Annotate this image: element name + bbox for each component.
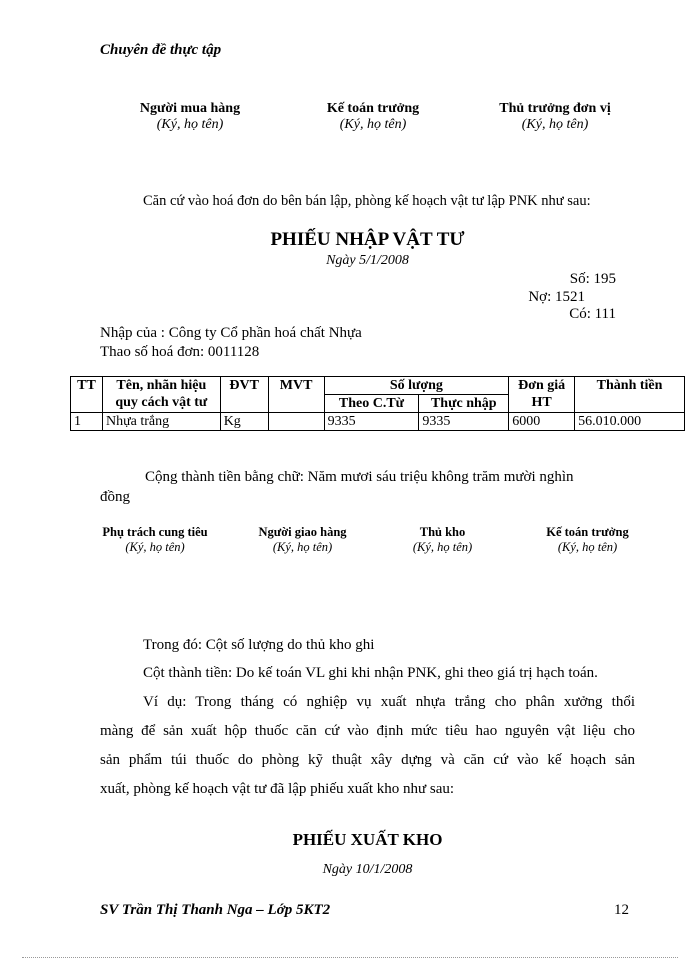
col-code: MVT: [268, 377, 324, 413]
signature-supply: [85, 525, 225, 555]
cell-tt: 1: [71, 413, 103, 431]
col-price: [509, 377, 575, 413]
signature-chief-accountant-2: [525, 525, 650, 555]
supplier: Nhập của : Công ty Cổ phần hoá chất Nhựa: [100, 325, 362, 341]
signature-storekeeper: [390, 525, 495, 555]
signature-note: (Ký, họ tên): [412, 540, 473, 554]
signature-note: (Ký, họ tên): [272, 540, 333, 554]
cell-code: [268, 413, 324, 431]
col-name-line1: Tên, nhãn hiệu: [116, 378, 207, 393]
signature-title: Phụ trách cung tiêu: [102, 525, 208, 539]
col-by-document: Theo C.Từ: [324, 395, 419, 413]
col-name: [102, 377, 220, 413]
receipt-number: Số: 195: [569, 271, 616, 287]
cell-unit: Kg: [220, 413, 268, 431]
example-line: Ví dụ: Trong tháng có nghiệp vụ xuất nhựa trắng cho phân xưởng thổi: [143, 694, 635, 710]
page-bottom-rule: [22, 957, 678, 958]
example-paragraph: [100, 688, 635, 804]
col-unit: ĐVT: [220, 377, 268, 413]
note-amount: Cột thành tiền: Do kế toán VL ghi khi nhận PNK, ghi theo giá trị hạch toán.: [143, 665, 598, 681]
header-title: Chuyên đề thực tập: [100, 42, 222, 58]
receipt-date: Ngày 5/1/2008: [326, 253, 409, 268]
col-name-line2: quy cách vật tư: [115, 395, 208, 410]
col-tt: TT: [71, 377, 103, 413]
cell-amount: 56.010.000: [575, 413, 685, 431]
example-line: màng để sản xuất hộp thuốc căn cứ vào định mức tiêu hao nguyên vật liệu cho: [100, 723, 635, 739]
cell-by-document: 9335: [324, 413, 419, 431]
signature-note: (Ký, họ tên): [557, 540, 618, 554]
signature-unit-head: [480, 101, 630, 133]
receipt-title: PHIẾU NHẬP VẬT TƯ: [270, 229, 465, 250]
page-number: 12: [614, 902, 629, 918]
footer-author: SV Trần Thị Thanh Nga – Lớp 5KT2: [100, 902, 331, 918]
cell-price: 6000: [509, 413, 575, 431]
total-in-words: Cộng thành tiền bằng chữ: Năm mươi sáu triệu không trăm mười nghìn: [145, 469, 574, 485]
issue-title: PHIẾU XUẤT KHO: [292, 830, 443, 849]
table-header-row: [71, 377, 685, 395]
col-actual: Thực nhập: [419, 395, 509, 413]
issue-date: Ngày 10/1/2008: [322, 862, 413, 877]
signature-note: (Ký, họ tên): [125, 540, 185, 554]
note-quantity: Trong đó: Cột số lượng do thủ kho ghi: [143, 637, 375, 653]
intro-text: Căn cứ vào hoá đơn do bên bán lập, phòng kế hoạch vật tư lập PNK như sau:: [143, 193, 591, 209]
example-line: sản phẩm túi thuốc do phòng kỹ thuật xây dựng và căn cứ vào kế hoạch sản: [100, 752, 635, 768]
signature-title: Thủ kho: [419, 525, 466, 539]
receipt-table: [70, 376, 685, 431]
col-price-line2: HT: [531, 395, 552, 410]
col-quantity: Số lượng: [324, 377, 509, 395]
col-amount: Thành tiền: [575, 377, 685, 413]
cell-name: Nhựa trắng: [102, 413, 220, 431]
receipt-credit: Có: 111: [569, 306, 616, 322]
signature-note: (Ký, họ tên): [156, 117, 224, 132]
total-in-words-cont: đồng: [100, 489, 130, 505]
signature-title: Người giao hàng: [258, 525, 347, 539]
cell-actual: 9335: [419, 413, 509, 431]
signature-chief-accountant: [303, 101, 443, 133]
signature-title: Người mua hàng: [139, 101, 241, 116]
signature-title: Kế toán trưởng: [546, 525, 629, 539]
col-price-line1: Đơn giá: [518, 378, 566, 393]
signature-title: Thủ trưởng đơn vị: [499, 101, 611, 116]
signature-note: (Ký, họ tên): [339, 117, 407, 132]
signature-buyer: [120, 101, 260, 133]
invoice-number: Thao số hoá đơn: 0011128: [100, 344, 260, 360]
example-line: xuất, phòng kế hoạch vật tư đã lập phiếu xuất kho như sau:: [100, 781, 455, 797]
receipt-debit: Nợ: 1521: [528, 289, 585, 305]
signature-note: (Ký, họ tên): [521, 117, 589, 132]
signature-deliverer: [240, 525, 365, 555]
table-row: [71, 413, 685, 431]
signature-title: Kế toán trưởng: [326, 101, 420, 116]
